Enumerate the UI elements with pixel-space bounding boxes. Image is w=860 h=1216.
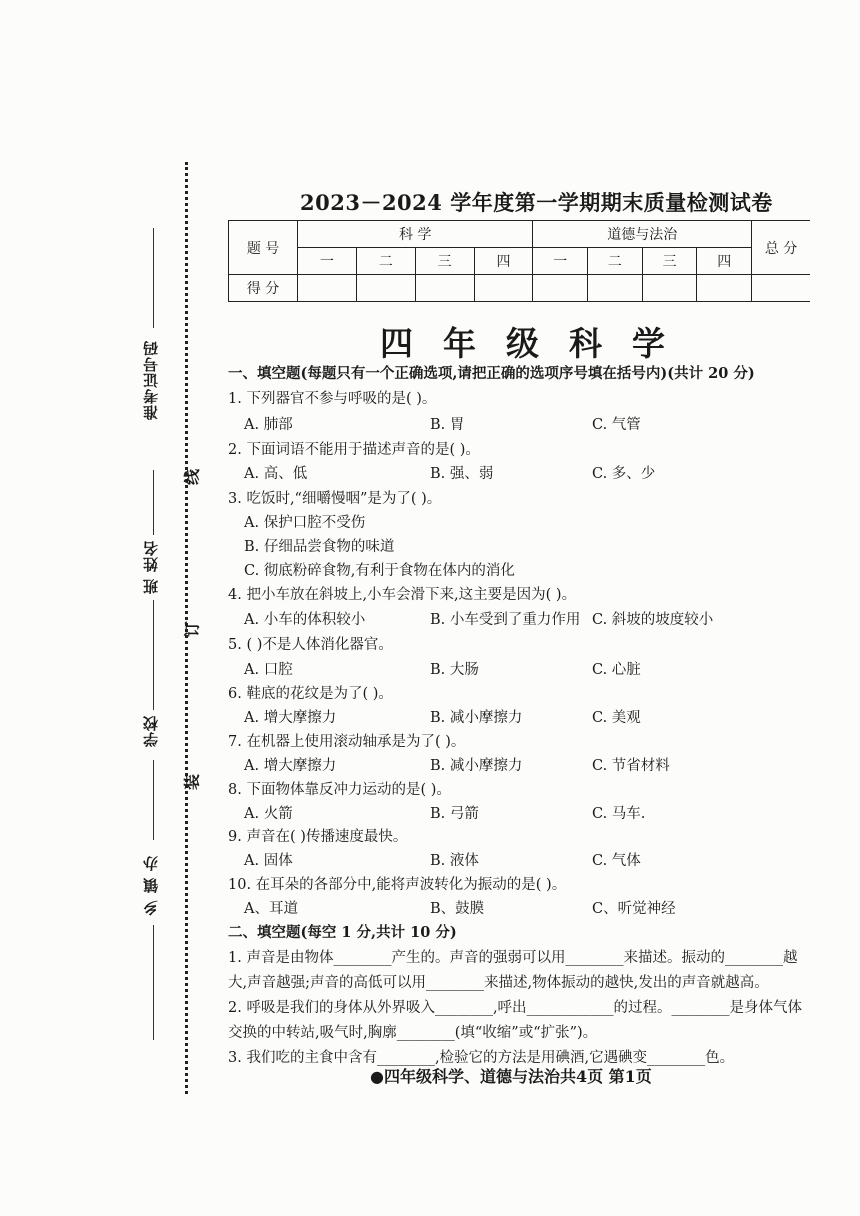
option-a: A. 增大摩擦力 [244,758,337,774]
option-b: B、鼓膜 [430,901,485,917]
fill-line: 1. 声音是由物体________产生的。声音的强弱可以用________来描述。振动的________越 [228,950,798,966]
bind-zhuang-char: 装 [183,773,200,793]
fill-line: 大,声音越强;声音的高低可以用________来描述,物体振动的越快,发出的声音就越高。 [228,975,769,991]
subject-title: 四年级科学 [380,324,695,363]
fill-line: 2. 呼吸是我们的身体从外界吸入________,呼出____________的过程。________是身体气体 [228,1000,803,1016]
morality-header: 道德与法治 [533,221,752,248]
total-header: 总 分 [752,221,810,275]
question-2: 2. 下面词语不能用于描述声音的是( )。 [228,442,480,458]
score-cell[interactable] [415,275,474,302]
option-a: A. 火箭 [244,806,293,822]
q-num: 一 [298,248,357,275]
q-num: 三 [642,248,697,275]
question-7: 7. 在机器上使用滚动轴承是为了( )。 [228,734,466,750]
exam-id-label: 准考证号码 [142,340,160,420]
option-a: A. 口腔 [244,662,293,678]
question-8: 8. 下面物体靠反冲力运动的是( )。 [228,782,451,798]
question-5: 5. ( )不是人体消化器官。 [228,637,393,653]
option-a: A. 保护口腔不受伤 [244,515,366,531]
bind-line-char: 线 [183,468,200,488]
total-score-cell[interactable] [752,275,810,302]
option-c: C. 节省材料 [592,758,670,774]
option-b: B. 强、弱 [430,466,494,482]
score-cell[interactable] [356,275,415,302]
class-name-label: 班 姓名 [142,540,160,595]
q-num: 三 [415,248,474,275]
section-1-heading: 一、填空题(每题只有一个正确选项,请把正确的选项序号填在括号内)(共计 20 分) [228,365,755,382]
question-6: 6. 鞋底的花纹是为了( )。 [228,686,393,702]
option-c: C. 彻底粉碎食物,有利于食物在体内的消化 [244,563,515,579]
option-a: A. 增大摩擦力 [244,710,337,726]
option-a: A. 小车的体积较小 [244,612,366,628]
name-underline [153,600,154,710]
section-2-heading: 二、填空题(每空 1 分,共计 10 分) [228,924,457,941]
town-label: 乡 镇 办 [142,855,160,916]
option-b: B. 仔细品尝食物的味道 [244,539,395,555]
fill-line: 交换的中转站,吸气时,胸廓________(填“收缩”或“扩张”)。 [228,1025,598,1041]
option-b: B. 弓箭 [430,806,479,822]
option-c: C. 心脏 [592,662,641,678]
score-cell[interactable] [697,275,752,302]
option-b: B. 胃 [430,417,465,433]
row-label: 题 号 [229,221,298,275]
option-a: A. 高、低 [244,466,308,482]
science-header: 科 学 [298,221,533,248]
page-footer: ●四年级科学、道德与法治共4页 第1页 [370,1067,652,1086]
score-table [228,220,810,302]
option-b: B. 减小摩擦力 [430,758,523,774]
score-cell[interactable] [298,275,357,302]
town-underline [153,925,154,1040]
q-num: 一 [533,248,588,275]
exam-id-underline [153,228,154,328]
option-b: B. 小车受到了重力作用 [430,612,581,628]
option-b: B. 大肠 [430,662,479,678]
option-a: A、耳道 [244,901,298,917]
question-3: 3. 吃饭时,“细嚼慢咽”是为了( )。 [228,491,442,507]
class-underline [153,470,154,535]
question-4: 4. 把小车放在斜坡上,小车会滑下来,这主要是因为( )。 [228,587,577,603]
option-b: B. 液体 [430,853,479,869]
option-c: C. 马车. [592,806,646,822]
option-c: C. 气体 [592,853,641,869]
q-num: 二 [356,248,415,275]
score-cell[interactable] [642,275,697,302]
bind-ding-char: 订 [183,620,200,640]
option-c: C. 斜坡的坡度较小 [592,612,714,628]
score-cell[interactable] [588,275,643,302]
question-9: 9. 声音在( )传播速度最快。 [228,829,408,845]
score-cell[interactable] [474,275,533,302]
school-label: 学校 [142,715,160,747]
option-c: C. 气管 [592,417,641,433]
score-label: 得 分 [229,275,298,302]
question-1: 1. 下列器官不参与呼吸的是( )。 [228,391,437,407]
option-a: A. 固体 [244,853,293,869]
q-num: 四 [697,248,752,275]
exam-title: 2023－2024 学年度第一学期期末质量检测试卷 [300,190,773,215]
q-num: 四 [474,248,533,275]
q-num: 二 [588,248,643,275]
option-b: B. 减小摩擦力 [430,710,523,726]
option-c: C、听觉神经 [592,901,676,917]
question-10: 10. 在耳朵的各部分中,能将声波转化为振动的是( )。 [228,877,567,893]
fill-line: 3. 我们吃的主食中含有________,检验它的方法是用碘酒,它遇碘变________色。 [228,1050,735,1066]
option-c: C. 美观 [592,710,641,726]
score-cell[interactable] [533,275,588,302]
school-underline [153,760,154,840]
option-c: C. 多、少 [592,466,656,482]
option-a: A. 肺部 [244,417,293,433]
